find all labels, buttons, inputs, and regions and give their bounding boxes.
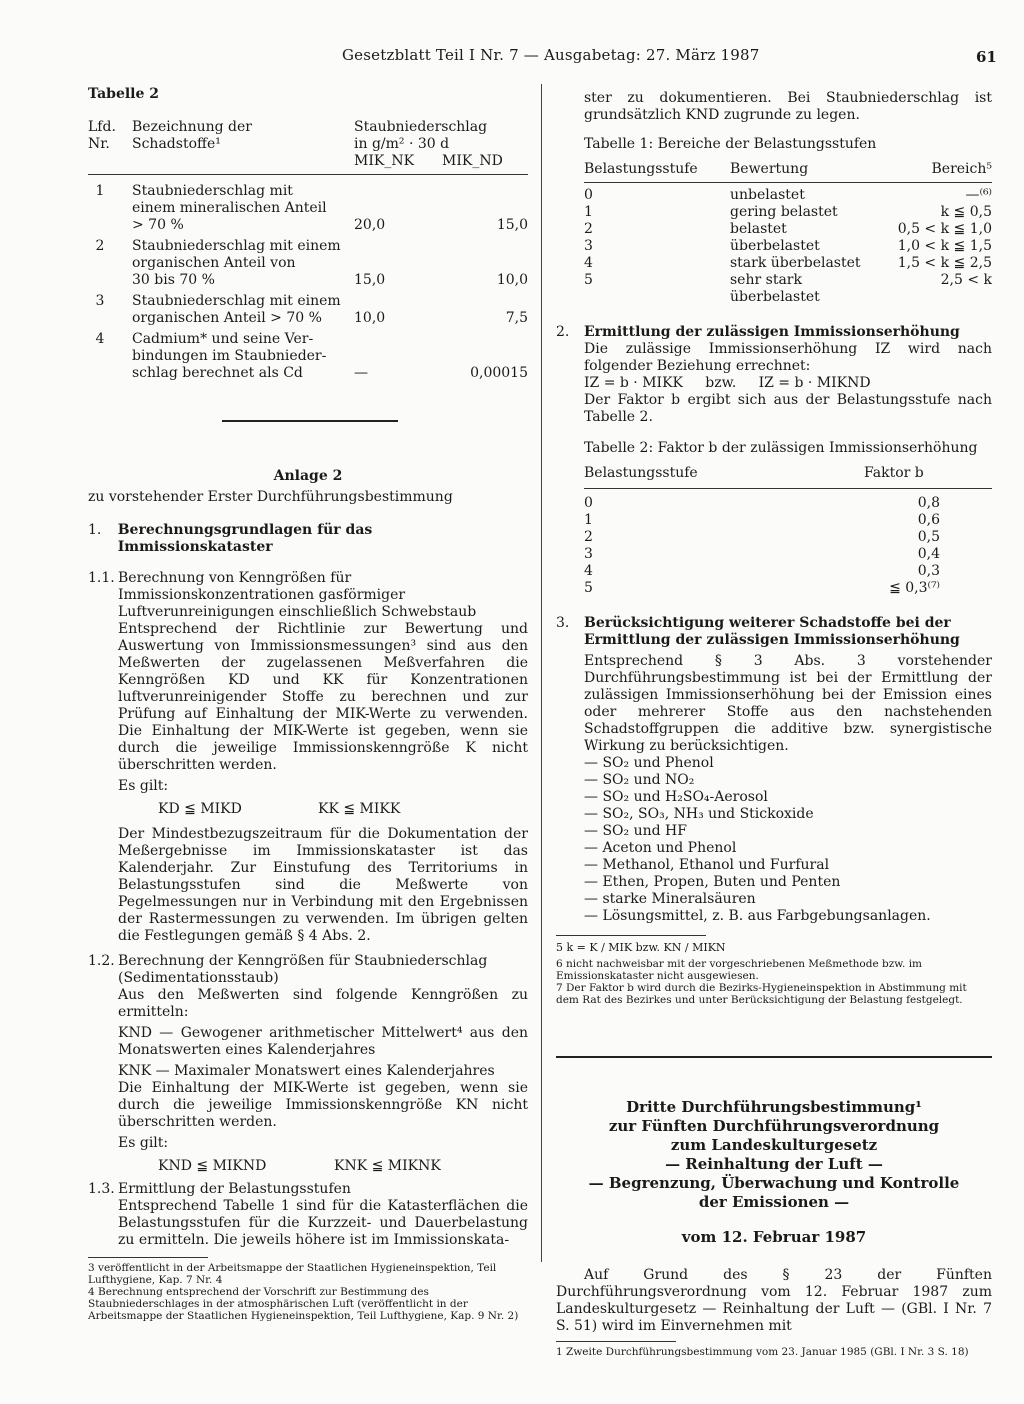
col-stb1: Staubniederschlag bbox=[354, 119, 488, 135]
section-12-title: Berechnung der Kenngrößen für Staubniederschlag (Sedimentationsstaub) bbox=[118, 953, 488, 986]
row-desc bbox=[132, 293, 354, 327]
row-mik-nk: 10,0 bbox=[354, 310, 386, 326]
col-lfd: Lfd. bbox=[88, 119, 116, 135]
section-number: 1. bbox=[88, 522, 102, 538]
t2-stufe: 1 bbox=[584, 512, 593, 528]
col-stb2: in g/m² · 30 d bbox=[354, 136, 450, 152]
es-gilt: Es gilt: bbox=[118, 778, 169, 794]
table-row bbox=[584, 204, 992, 221]
pollutant-list bbox=[584, 755, 992, 925]
column-divider bbox=[541, 84, 542, 1262]
table1-body bbox=[584, 187, 992, 306]
table-row bbox=[584, 238, 992, 255]
t2-faktor: 0,5 bbox=[917, 529, 940, 545]
t1-bereich: 1,0 < k ≦ 1,5 bbox=[897, 238, 992, 254]
section-number: 1.2. bbox=[88, 953, 115, 969]
col-bez1: Bezeichnung der bbox=[132, 119, 252, 135]
list-item: — SO₂ und Phenol bbox=[584, 755, 714, 771]
t1-bereich: 0,5 < k ≦ 1,0 bbox=[897, 221, 992, 237]
table-row bbox=[584, 187, 992, 204]
page-header: Gesetzblatt Teil I Nr. 7 — Ausgabetag: 27. März 1987 bbox=[342, 46, 760, 64]
table-row bbox=[584, 221, 992, 238]
footnote-5: 5 k = K / MIK bzw. KN / MIKN bbox=[556, 941, 726, 954]
section-2-title: Ermittlung der zulässigen Immissionserhöhung bbox=[584, 324, 960, 340]
table-row bbox=[584, 580, 992, 597]
t2-stufe: 5 bbox=[584, 580, 593, 596]
section-12-para2: Die Einhaltung der MIK-Werte ist gegeben, wenn sie durch die jeweilige Immissionskenngröße KN nicht überschritten werden. bbox=[118, 1080, 528, 1130]
list-item: — SO₂, SO₃, NH₃ und Stickoxide bbox=[584, 806, 814, 822]
row-nr: 4 bbox=[95, 331, 105, 347]
t1-stufe: 1 bbox=[584, 204, 593, 220]
t2-col-faktor: Faktor b bbox=[864, 465, 924, 481]
t2-col-stufe: Belastungsstufe bbox=[584, 465, 698, 481]
decree-title bbox=[556, 1098, 992, 1247]
t1-stufe: 2 bbox=[584, 221, 593, 237]
row-mik-nk: 20,0 bbox=[354, 217, 386, 233]
t2-faktor: 0,3 bbox=[917, 563, 940, 579]
section-2-formula: IZ = b · MIKK bzw. IZ = b · MIKND bbox=[584, 375, 871, 391]
t1-stufe: 0 bbox=[584, 187, 593, 203]
list-item: — SO₂ und NO₂ bbox=[584, 772, 695, 788]
table-row bbox=[584, 563, 992, 580]
section-3-para1: Entsprechend § 3 Abs. 3 vorstehender Durchführungsbestimmung ist bei der Ermittlung der zulässigen Immissionserhöhung bei der Emission eines oder mehrerer Stoffe aus den nachstehenden Schadstoffgruppen die additive bzw. synergistische Wirkung zu berücksichtigen. bbox=[584, 653, 992, 754]
footnote-3: 3 veröffentlicht in der Arbeitsmappe der Staatlichen Hygieneinspektion, Teil Lufthygiene, Kap. 7 Nr. 4 bbox=[88, 1262, 497, 1286]
t1-bereich: —⁽⁶⁾ bbox=[965, 187, 992, 203]
list-item: — Aceton und Phenol bbox=[584, 840, 737, 856]
t1-bewertung: überbelastet bbox=[730, 238, 820, 254]
row-mik-nk: 15,0 bbox=[354, 272, 386, 288]
list-item: — starke Mineralsäuren bbox=[584, 891, 756, 907]
table1-header bbox=[584, 161, 992, 178]
continued-text: ster zu dokumentieren. Bei Staubniederschlag ist grundsätzlich KND zugrunde zu legen. bbox=[584, 90, 992, 123]
row-desc bbox=[132, 183, 354, 234]
knk-definition: KNK — Maximaler Monatswert eines Kalenderjahres bbox=[118, 1063, 495, 1079]
table-row bbox=[584, 272, 992, 306]
list-item: — Lösungsmittel, z. B. aus Farbgebungsanlagen. bbox=[584, 908, 931, 924]
table1-rule bbox=[584, 182, 992, 183]
footnote-rule bbox=[88, 1257, 208, 1258]
table2b-title: Tabelle 2: Faktor b der zulässigen Immissionserhöhung bbox=[584, 440, 978, 456]
table1-title: Tabelle 1: Bereiche der Belastungsstufen bbox=[584, 136, 877, 152]
t1-stufe: 5 bbox=[584, 272, 593, 288]
list-item: — Methanol, Ethanol und Furfural bbox=[584, 857, 830, 873]
col-mik-nd: MIK_ND bbox=[442, 153, 503, 169]
decree-date: vom 12. Februar 1987 bbox=[681, 1228, 867, 1246]
row-nr: 2 bbox=[95, 238, 105, 254]
section-11-para2: Der Mindestbezugszeitraum für die Dokumentation der Meßergebnisse im Immissionskataster ist das Kalenderjahr. Zur Einstufung des Territoriums in Belastungsstufen sind die Meßwerte von Pegelmessungen nur in Verbindung mit den Ergebnissen der Rastermessungen zu verwenden. Im übrigen gelten die Festlegungen gemäß § 4 Abs. 2. bbox=[118, 826, 528, 944]
table-row bbox=[584, 255, 992, 272]
t1-col-bereich: Bereich⁵ bbox=[931, 161, 992, 177]
row-desc-line: > 70 % bbox=[132, 217, 184, 233]
section-13-para1: Entsprechend Tabelle 1 sind für die Katasterflächen die Belastungsstufen für die Kurzzeit- und Dauerbelastung zu ermitteln. Die jeweils höhere ist im Immissionskata- bbox=[118, 1198, 528, 1248]
decree-title-line: — Begrenzung, Überwachung und Kontrolle bbox=[588, 1174, 960, 1192]
t2-faktor: 0,6 bbox=[917, 512, 940, 528]
col-bez2: Schadstoffe¹ bbox=[132, 136, 221, 152]
table-row bbox=[584, 546, 992, 563]
anlage-title: Anlage 2 bbox=[273, 468, 343, 484]
footnote-6: 6 nicht nachweisbar mit der vorgeschriebenen Meßmethode bzw. im Emissionskataster nicht ausgewiesen. bbox=[556, 958, 923, 982]
row-desc-line: schlag berechnet als Cd bbox=[132, 365, 303, 381]
section-number: 1.1. bbox=[88, 570, 115, 586]
section-13-title: Ermittlung der Belastungsstufen bbox=[118, 1181, 351, 1197]
page-number: 61 bbox=[976, 48, 997, 66]
t1-bewertung: gering belastet bbox=[730, 204, 838, 220]
table-row bbox=[584, 495, 992, 512]
section-2-para1: Die zulässige Immissionserhöhung IZ wird nach folgender Beziehung errechnet: bbox=[584, 341, 992, 374]
t1-bereich: k ≦ 0,5 bbox=[940, 204, 992, 220]
table2-body bbox=[88, 183, 528, 382]
list-item: — Ethen, Propen, Buten und Penten bbox=[584, 874, 841, 890]
section-11-title: Berechnung von Kenngrößen für Immissionskonzentrationen gasförmiger Luftverunreinigungen einschließlich Schwebstaub bbox=[118, 570, 477, 620]
t1-bereich: 1,5 < k ≦ 2,5 bbox=[897, 255, 992, 271]
row-desc-line: organischen Anteil > 70 % bbox=[132, 310, 322, 326]
row-desc-line: einem mineralischen Anteil bbox=[132, 200, 327, 216]
t1-stufe: 3 bbox=[584, 238, 593, 254]
table2-title: Tabelle 2 bbox=[88, 86, 160, 102]
t2-faktor: 0,4 bbox=[917, 546, 940, 562]
row-desc-line: Staubniederschlag mit bbox=[132, 183, 293, 199]
formula-knk: KNK ≦ MIKNK bbox=[334, 1158, 441, 1174]
row-desc-line: 30 bis 70 % bbox=[132, 272, 215, 288]
t2-stufe: 0 bbox=[584, 495, 593, 511]
row-mik-nd: 0,00015 bbox=[470, 365, 528, 381]
t1-bewertung: belastet bbox=[730, 221, 787, 237]
row-desc bbox=[132, 331, 354, 382]
table2b-body bbox=[584, 495, 992, 597]
row-desc bbox=[132, 238, 354, 289]
t1-bereich: 2,5 < k bbox=[940, 272, 992, 288]
section-3-title: Berücksichtigung weiterer Schadstoffe bei der Ermittlung der zulässigen Immissionserhöhung bbox=[584, 615, 960, 648]
table-row bbox=[88, 238, 528, 289]
t2-faktor: ≦ 0,3⁽⁷⁾ bbox=[889, 580, 940, 596]
row-desc-line: organischen Anteil von bbox=[132, 255, 296, 271]
row-desc-line: Cadmium* und seine Ver- bbox=[132, 331, 314, 347]
table2-rule bbox=[88, 174, 528, 175]
es-gilt: Es gilt: bbox=[118, 1135, 169, 1151]
col-mik-nk: MIK_NK bbox=[354, 153, 415, 169]
row-desc-line: bindungen im Staubnieder- bbox=[132, 348, 327, 364]
table2-header bbox=[88, 119, 528, 170]
row-mik-nd: 15,0 bbox=[496, 217, 528, 233]
footnote-7: 7 Der Faktor b wird durch die Bezirks-Hygieneinspektion in Abstimmung mit dem Rat des Bezirkes und unter Berücksichtigung der Belastung festgelegt. bbox=[556, 982, 967, 1006]
formula-kk: KK ≦ MIKK bbox=[318, 801, 401, 817]
section-11-para1: Entsprechend der Richtlinie zur Bewertung und Auswertung von Immissionsmessungen³ sind aus den Meßwerten der zugelassenen Meßverfahren die Kenngrößen KD und KK für Konzentrationen luftverunreinigender Stoffe zu berechnen und zur Prüfung auf Einhaltung der MIK-Werte zu verwenden. Die Einhaltung der MIK-Werte ist gegeben, wenn sie durch die jeweilige Immissionskenngröße K nicht überschritten werden. bbox=[118, 621, 528, 773]
col-nr: Nr. bbox=[88, 136, 110, 152]
section-number: 1.3. bbox=[88, 1181, 115, 1197]
t1-bewertung: unbelastet bbox=[730, 187, 805, 203]
table-row bbox=[88, 183, 528, 234]
t2-stufe: 3 bbox=[584, 546, 593, 562]
footnote-4: 4 Berechnung entsprechend der Vorschrift zur Bestimmung des Staubniederschlages in der atmosphärischen Luft (veröffentlicht in der Arbeitsmappe der Staatlichen Hygieneinspektion, Teil Lufthygiene, Kap. 9 Nr. 2) bbox=[88, 1286, 519, 1322]
t1-stufe: 4 bbox=[584, 255, 593, 271]
left-column bbox=[88, 86, 528, 1322]
section-1-title: Berechnungsgrundlagen für das Immissionskataster bbox=[117, 522, 373, 555]
table-row bbox=[584, 512, 992, 529]
row-mik-nd: 10,0 bbox=[496, 272, 528, 288]
section-12-para1: Aus den Meßwerten sind folgende Kenngrößen zu ermitteln: bbox=[118, 987, 528, 1020]
footnote-rule bbox=[556, 935, 706, 936]
table-row bbox=[88, 293, 528, 327]
footnote-rule bbox=[556, 1341, 676, 1342]
table-row bbox=[584, 529, 992, 546]
t1-bewertung: sehr stark überbelastet bbox=[730, 272, 820, 305]
table2b-rule bbox=[584, 488, 992, 489]
decree-title-line: — Reinhaltung der Luft — bbox=[665, 1155, 883, 1173]
row-desc-line: Staubniederschlag mit einem bbox=[132, 293, 341, 309]
formula-kd: KD ≦ MIKD bbox=[158, 801, 242, 817]
right-column bbox=[556, 90, 992, 1358]
knd-definition: KND — Gewogener arithmetischer Mittelwert⁴ aus den Monatswerten eines Kalenderjahres bbox=[118, 1025, 528, 1058]
t1-bewertung: stark überbelastet bbox=[730, 255, 861, 271]
row-mik-nd: 7,5 bbox=[505, 310, 528, 326]
t2-faktor: 0,8 bbox=[917, 495, 940, 511]
row-nr: 3 bbox=[95, 293, 105, 309]
t2-stufe: 4 bbox=[584, 563, 593, 579]
t2-stufe: 2 bbox=[584, 529, 593, 545]
row-mik-nk: — bbox=[354, 365, 368, 381]
anlage-subtitle: zu vorstehender Erster Durchführungsbestimmung bbox=[88, 489, 453, 505]
t1-col-bewertung: Bewertung bbox=[730, 161, 809, 177]
decree-title-line: zur Fünften Durchführungsverordnung bbox=[608, 1117, 940, 1135]
section-2-para2: Der Faktor b ergibt sich aus der Belastungsstufe nach Tabelle 2. bbox=[584, 392, 992, 425]
decree-title-line: zum Landeskulturgesetz bbox=[670, 1136, 878, 1154]
t1-col-stufe: Belastungsstufe bbox=[584, 161, 698, 177]
table2b-header bbox=[584, 465, 992, 482]
decree-title-line: der Emissionen — bbox=[698, 1193, 850, 1211]
footnote-1: 1 Zweite Durchführungsbestimmung vom 23. Januar 1985 (GBl. I Nr. 3 S. 18) bbox=[556, 1346, 969, 1358]
list-item: — SO₂ und HF bbox=[584, 823, 687, 839]
section-number: 3. bbox=[556, 615, 570, 631]
row-desc-line: Staubniederschlag mit einem bbox=[132, 238, 341, 254]
decree-title-line: Dritte Durchführungsbestimmung¹ bbox=[626, 1098, 922, 1116]
section-number: 2. bbox=[556, 324, 570, 340]
table-row bbox=[88, 331, 528, 382]
decree-para1: Auf Grund des § 23 der Fünften Durchführungsverordnung vom 12. Februar 1987 zum Landeskulturgesetz — Reinhaltung der Luft — (GBl. I Nr. 7 S. 51) wird im Einvernehmen mit bbox=[556, 1267, 992, 1334]
formula-knd: KND ≦ MIKND bbox=[158, 1158, 267, 1174]
list-item: — SO₂ und H₂SO₄-Aerosol bbox=[584, 789, 768, 805]
row-nr: 1 bbox=[95, 183, 105, 199]
